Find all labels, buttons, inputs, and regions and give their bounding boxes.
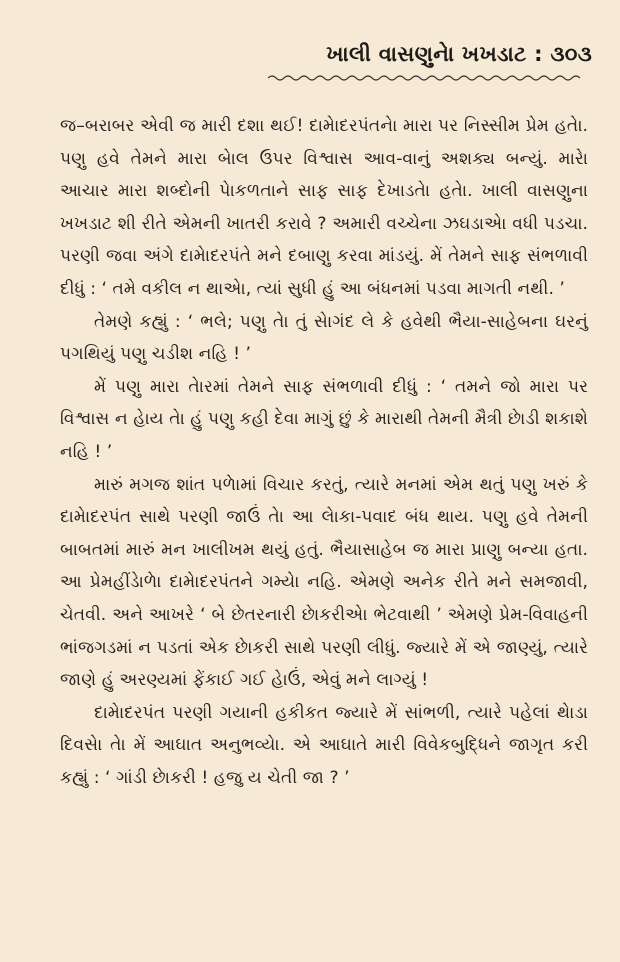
- header-ornamental-rule: [268, 74, 584, 82]
- paragraph: જ–બરાબર એવી જ મારી દશા થઈ! દામેાદરપંતનેા મારા પર નિસ્સીમ પ્રેમ હતેા. પણુ હવે તેમને મારા બેાલ ઉપર વિશ્વાસ આવ-વાનું અશક્ય બન્યું. મારેા આચાર મારા શબ્દોની પેાકળતાને સાફ સાફ દેખાડતેા હતેા. ખાલી વાસણુના ખખડાટ શી રીતે એમની ખાતરી કરાવે ? અમારી વચ્ચેના ઝઘડાએા વધી પડચા. પરણી જવા અંગે દામેાદરપંતે મને દબાણુ કરવા માંડયું. મેં તેમને સાફ સંભળાવી દીધું : ‘ તમે વકીલ ન થાએા, ત્યાં સુધી હું આ બંધનમાં પડવા માગતી નથી. ’: [60, 116, 588, 299]
- body-text: [60, 110, 588, 794]
- paragraph: તેમણે કહ્યું : ‘ ભલે; પણુ તેા તું સેાગંદ લે કે હવેથી ભૈયા-સાહેબના ઘરનું પગથિયું પણુ ચડીશ નહિ ! ’: [60, 311, 588, 365]
- paragraph: મારું મગજ શાંત પળેામાં વિચાર કરતું, ત્યારે મનમાં એમ થતું પણુ ખરું કે દામેાદરપંત સાથે પરણી જાઉં તેા આ લેાકા-પવાદ બંધ થાય. પણુ હવે તેમની બાબતમાં મારું મન ખાલીખમ થયું હતું. ભૈયાસાહેબ જ મારા પ્રાણુ બન્યા હતા. આ પ્રેમહીંડેાળેા દામેાદરપંતને ગમ્યેા નહિ. એમણે અનેક રીતે મને સમજાવી, ચેતવી. અને આખરે ‘ બે છેતરનારી છેાકરીએા ભેટવાથી ’ એમણે પ્રેમ-વિવાહની ભાંજગડમાં ન પડતાં એક છેાકરી સાથે પરણી લીધું. જ્યારે મેં એ જાણ્યું, ત્યારે જાણે હું અરણ્યમાં ફેંકાઈ ગઈ હેાઉં, એવું મને લાગ્યું !: [60, 474, 588, 691]
- running-header: ખાલી વાસણુનેા ખખડાટ : ૩૦૩: [326, 42, 592, 66]
- paragraph: દામેાદરપંત પરણી ગયાની હકીકત જ્યારે મેં સાંભળી, ત્યારે પહેલાં થેાડા દિવસેા તેા મેં આઘાત અનુભવ્યેા. એ આઘાતે મારી વિવેકબુદ્ધિને જાગૃત કરી કહ્યું : ‘ ગાંડી છેાકરી ! હજુ ય ચેતી જા ? ’: [60, 702, 588, 788]
- paragraph: મેં પણુ મારા તેારમાં તેમને સાફ સંભળાવી દીધું : ‘ તમને જો મારા પર વિશ્વાસ ન હેાય તેા હું પણુ કહી દેવા માગું છું કે મારાથી તેમની મૈત્રી છેાડી શકાશે નહિ ! ’: [60, 376, 588, 462]
